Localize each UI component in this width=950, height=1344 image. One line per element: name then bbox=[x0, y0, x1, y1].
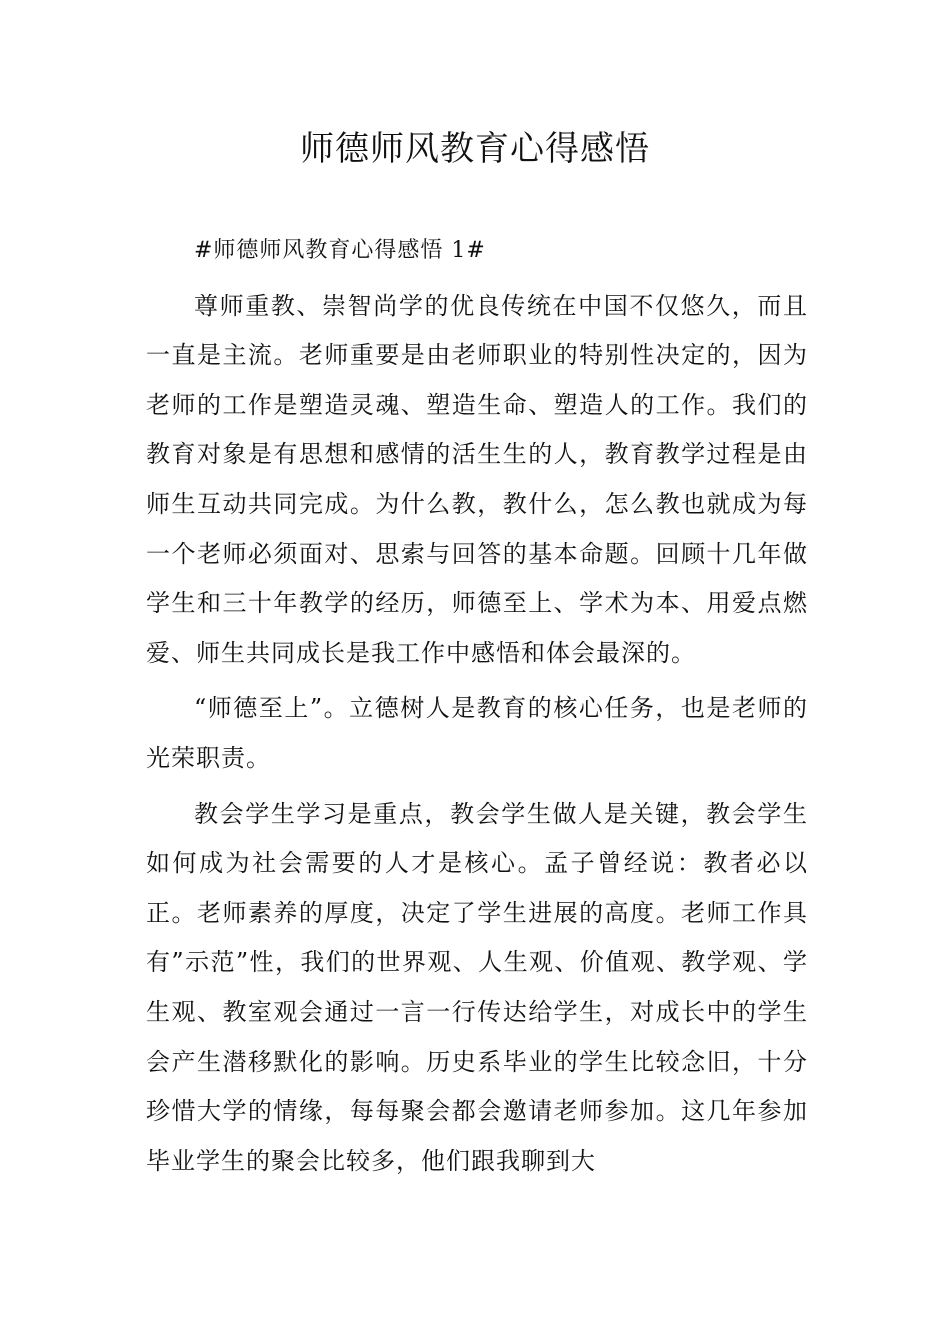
paragraph-2: “师德至上”。立德树人是教育的核心任务，也是老师的光荣职责。 bbox=[146, 694, 808, 772]
paragraph-3: 教会学生学习是重点，教会学生做人是关键，教会学生如何成为社会需要的人才是核心。孟子曾经说：教者必以正。老师素养的厚度，决定了学生进展的高度。老师工作具有”示范”性，我们的世界观、人生观、价值观、教学观、学生观、教室观会通过一言一行传达给学生，对成长中的学生会产生潜移默化的影响。历史系毕业的学生比较念旧，十分珍惜大学的情缘，每每聚会都会邀请老师参加。这几年参加毕业学生的聚会比较多，他们跟我聊到大 bbox=[146, 799, 808, 1175]
section-heading: #师德师风教育心得感悟 1# bbox=[194, 238, 486, 263]
document-title: 师德师风教育心得感悟 bbox=[300, 129, 650, 169]
document-body bbox=[146, 226, 808, 1192]
paragraph-1: 尊师重教、崇智尚学的优良传统在中国不仅悠久，而且一直是主流。老师重要是由老师职业的特别性决定的，因为老师的工作是塑造灵魂、塑造生命、塑造人的工作。我们的教育对象是有思想和感情的活生生的人，教育教学过程是由师生互动共同完成。为什么教，教什么，怎么教也就成为每一个老师必须面对、思索与回答的基本命题。回顾十几年做学生和三十年教学的经历，师德至上、学术为本、用爱点燃爱、师生共同成长是我工作中感悟和体会最深的。 bbox=[146, 291, 808, 667]
